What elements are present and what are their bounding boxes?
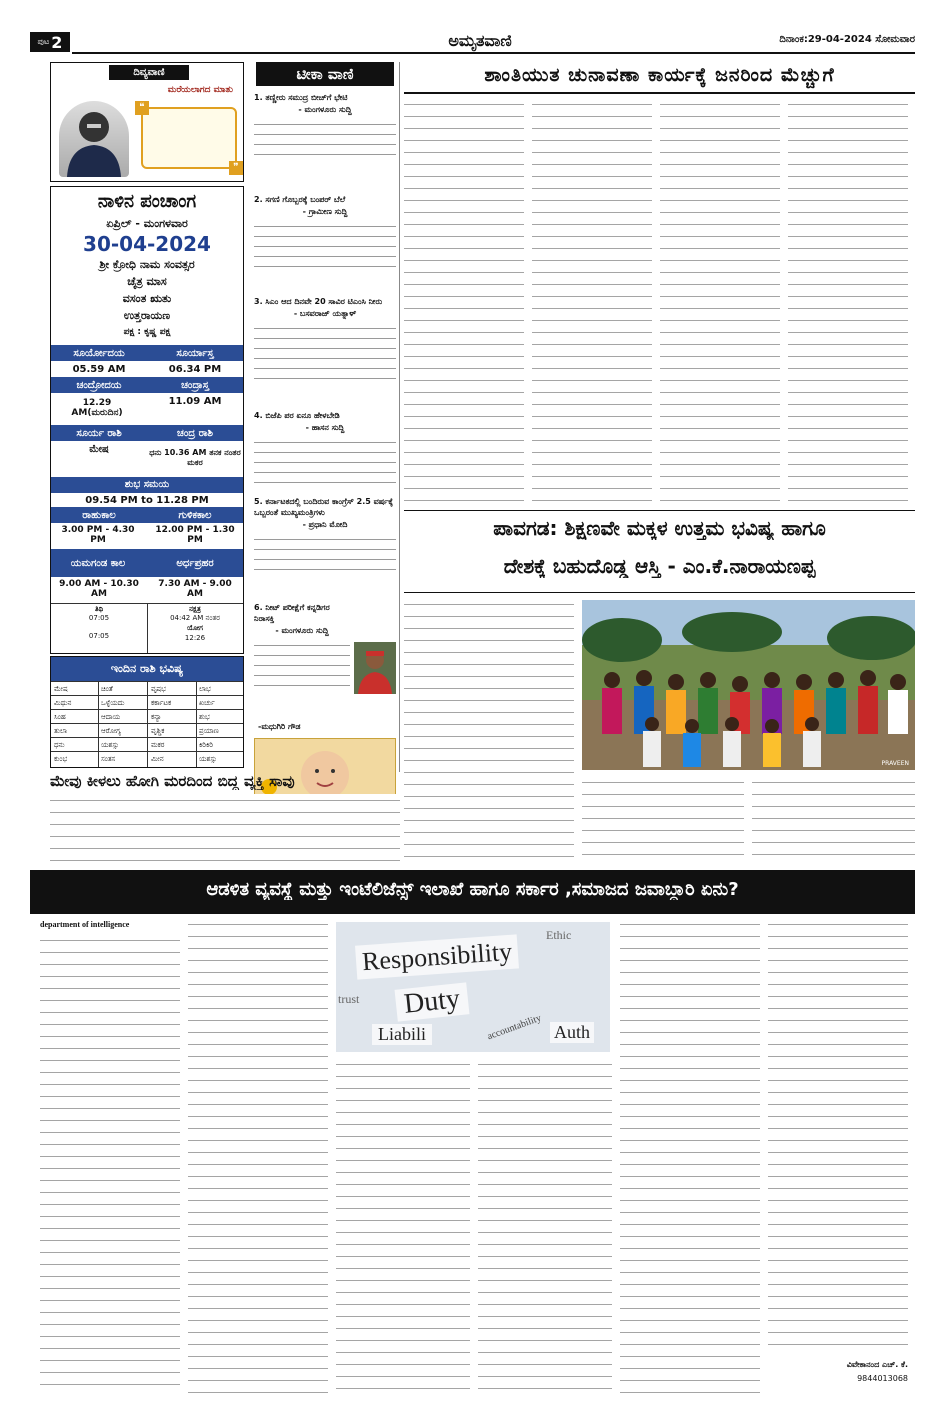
shubha-band: ಶುಭ ಸಮಯ [51,477,243,493]
word-accountability: accountability [485,1012,543,1043]
editorial-author: ವಿವೇಕಾನಂದ ಎಚ್. ಕೆ. [846,1360,908,1369]
article-column [404,98,524,506]
teeka-item-1 [254,92,396,156]
rashi-name: ಕುಂಭ [54,755,68,763]
panchanga-month-day: ಏಪ್ರಿಲ್ - ಮಂಗಳವಾರ [106,217,188,230]
editorial-col5 [620,918,760,1394]
yamaganda-label: ಯಮಗಂಡ ಕಾಲ [70,557,126,569]
teeka-question: 5. ಕರ್ನಾಟಕದಲ್ಲಿ ಬಂದಿರುವ ಕಾಂಗ್ರೆಸ್ 2.5 ವರ್ಷಕ್ಕೆ ಒಬ್ಬರಂತೆ ಮುಖ್ಯಮಂತ್ರಿಗಳು [254,497,393,517]
text-placeholder [254,222,396,268]
second-story-top-rule [404,510,915,511]
yamaganda-band [51,549,243,577]
rashi-box [50,656,244,768]
divyavani-title: ದಿವ್ಯವಾಣಿ [109,65,189,80]
rashi-table [51,681,243,767]
page-number-badge [30,32,70,52]
rashi-labels-band [51,425,243,441]
teeka-item-6 [254,602,350,687]
second-article-col2 [582,776,744,866]
teeka-source: - ಬಸವರಾಜ್ ಯತ್ನಾಳ್ [293,309,357,318]
quote-close-icon: ❞ [229,161,243,175]
columnist-photo [354,642,396,694]
rashi-name: ತುಲಾ [54,727,67,735]
text-placeholder [254,641,350,687]
chandra-rashi-value: ಧನು 10.36 AM ತನಕ ನಂತರ ಮಕರ [149,448,241,467]
second-article-col1 [404,598,574,864]
second-headline-line2: ದೇಶಕ್ಕೆ ಬಹುದೊಡ್ಡ ಆಸ್ತಿ - ಎಂ.ಕೆ.ನಾರಾಯಣಪ್ಪ [503,554,816,578]
word-auth: Auth [550,1022,594,1043]
panchanga-box [50,186,244,654]
article-column [660,98,780,506]
accident-body [50,794,400,864]
ardhaprahara-value: 7.30 AM - 9.00 AM [158,579,232,599]
responsibility-image [336,922,610,1052]
shubha-value: 09.54 PM to 11.28 PM [85,494,209,506]
nakshatra-label: ನಕ್ಷತ್ರ [189,605,201,613]
rashi-forecast: ಆದಾಯ [101,713,121,721]
editorial-col4 [478,1058,612,1394]
ayana: ಉತ್ತರಾಯಣ [123,309,171,322]
ardhaprahara-label: ಅರ್ಧಪ್ರಹರ [176,557,214,569]
rahukala-label: ರಾಹುಕಾಲ [82,509,116,521]
article-column [788,98,908,506]
tithi-grid [51,603,243,653]
lead-underline [404,92,915,94]
kala-band [51,507,243,523]
text-placeholder [254,120,396,156]
tithi-time: 07:05 [88,614,110,622]
moon-labels-band [51,377,243,393]
rashi-divider [98,681,99,767]
teeka-column [250,62,400,772]
yoga-time: 12:26 [184,634,206,642]
teeka-author: -ಮಧುಗಿರಿ ಗೌಡ [258,722,301,731]
rashi-forecast: ಒಳ್ಳೆಯದು [101,699,125,707]
rahukala-value: 3.00 PM - 4.30 PM [61,525,135,545]
tithi-label: ತಿಥಿ [94,605,104,613]
editorial-headline-bar [30,870,915,914]
panchanga-date: 30-04-2024 [83,232,211,256]
teeka-question: 1. ತಣ್ಣೀರು ಸಮುದ್ರ ಬೀಚ್‌ಗೆ ಭೇಟಿ [254,93,348,102]
word-responsibility: Responsibility [355,934,519,979]
rashi-name: ಮಕರ [151,741,165,749]
teeka-question: 2. ಸಗಣಿ ಗೊಬ್ಬರಕ್ಕೆ ಬಂಪರ್ ಬೆಲೆ [254,195,346,204]
rashi-forecast: ಲಾಭ [199,685,211,693]
rashi-forecast: ಚಿಂತೆ [101,685,113,693]
rashi-title: ಇಂದಿನ ರಾಶಿ ಭವಿಷ್ಯ [51,657,243,681]
rashi-forecast: ಖರ್ಚು [199,699,215,707]
date-line: ದಿನಾಂಕ:29-04-2024 ಸೋಮವಾರ [779,34,915,45]
teeka-item-4 [254,410,396,484]
gulikakala-label: ಗುಳಿಕಕಾಲ [178,509,212,521]
person-icon [354,642,396,694]
teeka-title: ಟೀಕಾ ವಾಣಿ [256,62,394,86]
rashi-name: ಸಿಂಹ [54,713,66,721]
rashi-divider [147,681,148,767]
portrait-icon [59,101,129,177]
nakshatra-time: 04:42 AM ನಂತರ [170,614,220,622]
ambedkar-portrait [59,101,129,177]
masthead [30,30,915,54]
editorial-col6 [768,918,908,1354]
surya-rashi-value: ಮೇಷ [89,443,109,455]
rashi-forecast: ಶುಭ [199,713,210,721]
word-trust: trust [338,992,360,1006]
sun-labels-band [51,345,243,361]
rashi-name: ಕನ್ಯಾ [151,713,162,721]
divyavani-box [50,62,244,182]
editorial-eng: department of intelligence [40,920,130,929]
editorial-col2 [188,918,328,1394]
yamaganda-value: 9.00 AM - 10.30 AM [59,579,139,599]
sunset-value: 06.34 PM [168,363,222,375]
moonset-label: ಚಂದ್ರಾಸ್ತ [181,379,209,391]
paksha: ಪಕ್ಷ : ಕೃಷ್ಣ ಪಕ್ಷ [123,327,171,337]
text-placeholder [254,438,396,484]
rashi-forecast: ಪ್ರಯಾಣ [199,727,219,735]
teeka-item-2 [254,194,396,268]
teeka-source: - ಹಾಸನ ಸುದ್ದಿ [305,423,345,432]
teeka-question: 6. ನೀಟ್ ಪರೀಕ್ಷೆಗೆ ಕನ್ನಡಿಗರ ನಿರಾಸಕ್ತಿ [254,603,330,623]
editorial-phone: 9844013068 [857,1374,908,1383]
rashi-name: ಕರ್ಕಾಟಕ [151,699,172,707]
rashi-name: ವೃಶ್ಚಿಕ [151,727,165,735]
editorial-body [40,918,915,1396]
text-placeholder [254,324,396,380]
editorial-col3 [336,1058,470,1394]
rashi-name: ಮೇಷ [54,685,68,693]
sunrise-label: ಸೂರ್ಯೋದಯ [73,347,125,359]
accident-headline: ಮೇವು ಕೀಳಲು ಹೋಗಿ ಮರದಿಂದ ಬಿದ್ದ ವ್ಯಕ್ತಿ ಸಾವು [50,772,295,790]
rashi-name: ಮೀನ [151,755,164,763]
teeka-item-3 [254,296,396,380]
masa: ಚೈತ್ರ ಮಾಸ [127,275,167,288]
sunset-label: ಸೂರ್ಯಾಸ್ತ [176,347,214,359]
rashi-forecast: ಸಂತಸ [101,755,116,763]
chandra-rashi-label: ಚಂದ್ರ ರಾಶಿ [177,427,213,439]
moonrise-value: 12.29 AM(ಮರುದಿನ) [71,398,123,418]
word-duty: Duty [395,982,470,1021]
teeka-source: - ಮಂಗಳೂರು ಸುದ್ದಿ [298,105,352,114]
lead-headline: ಶಾಂತಿಯುತ ಚುನಾವಣಾ ಕಾರ್ಯಕ್ಕೆ ಜನರಿಂದ ಮೆಚ್ಚುಗೆ [484,64,835,86]
teeka-question: 3. ಸಿಎಂ ಆದ ದಿನವೇ 20 ಸಾವಿರ ಟಿಎಂಸಿ ನೀರು [254,297,383,306]
second-headline-rule [404,592,915,593]
text-placeholder [254,535,396,571]
photo-credit: PRAVEEN [881,760,909,767]
rashi-forecast: ಯಶಸ್ಸು [199,755,217,763]
editorial-col1 [40,934,180,1394]
rashi-name: ಧನು [54,741,65,749]
teeka-source: - ಮಂಗಳೂರು ಸುದ್ದಿ [275,626,329,635]
editorial-headline: ಆಡಳಿತ ವ್ಯವಸ್ಥೆ ಮತ್ತು ಇಂಟೆಲಿಜೆನ್ಸ್ ಇಲಾಖೆ ಹಾಗೂ ಸರ್ಕಾರ ,ಸಮಾಜದ ಜವಾಬ್ದಾರಿ ಏನು? [206,879,739,900]
sunrise-value: 05.59 AM [72,363,126,375]
word-liabili: Liabili [372,1024,432,1045]
gulikakala-value: 12.00 PM - 1.30 PM [155,525,235,545]
second-article-col3 [752,776,915,866]
rashi-forecast: ಕಿರಿಕಿರಿ [199,741,213,749]
teeka-source: - ಪ್ರಧಾನಿ ಮೋದಿ [302,520,348,529]
divyavani-subtitle: ಮರೆಯಲಾಗದ ಮಾತು [167,85,233,95]
word-ethic: Ethic [546,928,572,942]
school-children-photo-icon [582,600,915,770]
moonrise-label: ಚಂದ್ರೋದಯ [76,379,122,391]
karana-time: 07:05 [88,632,110,640]
quote-bubble [139,102,239,173]
teeka-source: - ಗ್ರಾಮೀಣ ಸುದ್ದಿ [302,207,348,216]
surya-rashi-label: ಸೂರ್ಯ ರಾಶಿ [76,427,122,439]
paper-name: ಅಮೃತವಾಣಿ [448,31,512,50]
rashi-name: ವೃಷಭ [151,685,166,693]
lead-article-body [404,98,915,506]
school-photo [582,600,915,770]
second-headline-line1: ಪಾವಗಡ: ಶಿಕ್ಷಣವೇ ಮಕ್ಕಳ ಉತ್ತಮ ಭವಿಷ್ಯ ಹಾಗೂ [493,516,826,540]
teeka-item-5 [254,496,396,571]
rashi-name: ಮಿಥುನ [54,699,72,707]
page-number: 2 [51,32,63,52]
page-label: ಪುಟ [37,37,50,46]
article-column [532,98,652,506]
teeka-question: 4. ಬಿಜೆಪಿ ಪರ ಏನೂ ಹೇಳಬೇಡಿ [254,411,340,420]
rashi-divider [196,681,197,767]
ritu: ವಸಂತ ಋತು [122,292,172,305]
panchanga-title: ನಾಳಿನ ಪಂಚಾಂಗ [97,191,197,212]
rashi-forecast: ಯಶಸ್ಸು [101,741,119,749]
moonset-value: 11.09 AM [168,395,222,407]
yoga-label: ಯೋಗ [187,624,203,632]
samvatsara: ಶ್ರೀ ಕ್ರೋಧಿ ನಾಮ ಸಂವತ್ಸರ [99,258,195,271]
quote-open-icon: ❝ [135,101,149,115]
masthead-rule [72,52,915,54]
rashi-forecast: ಆರೋಗ್ಯ [101,727,121,735]
